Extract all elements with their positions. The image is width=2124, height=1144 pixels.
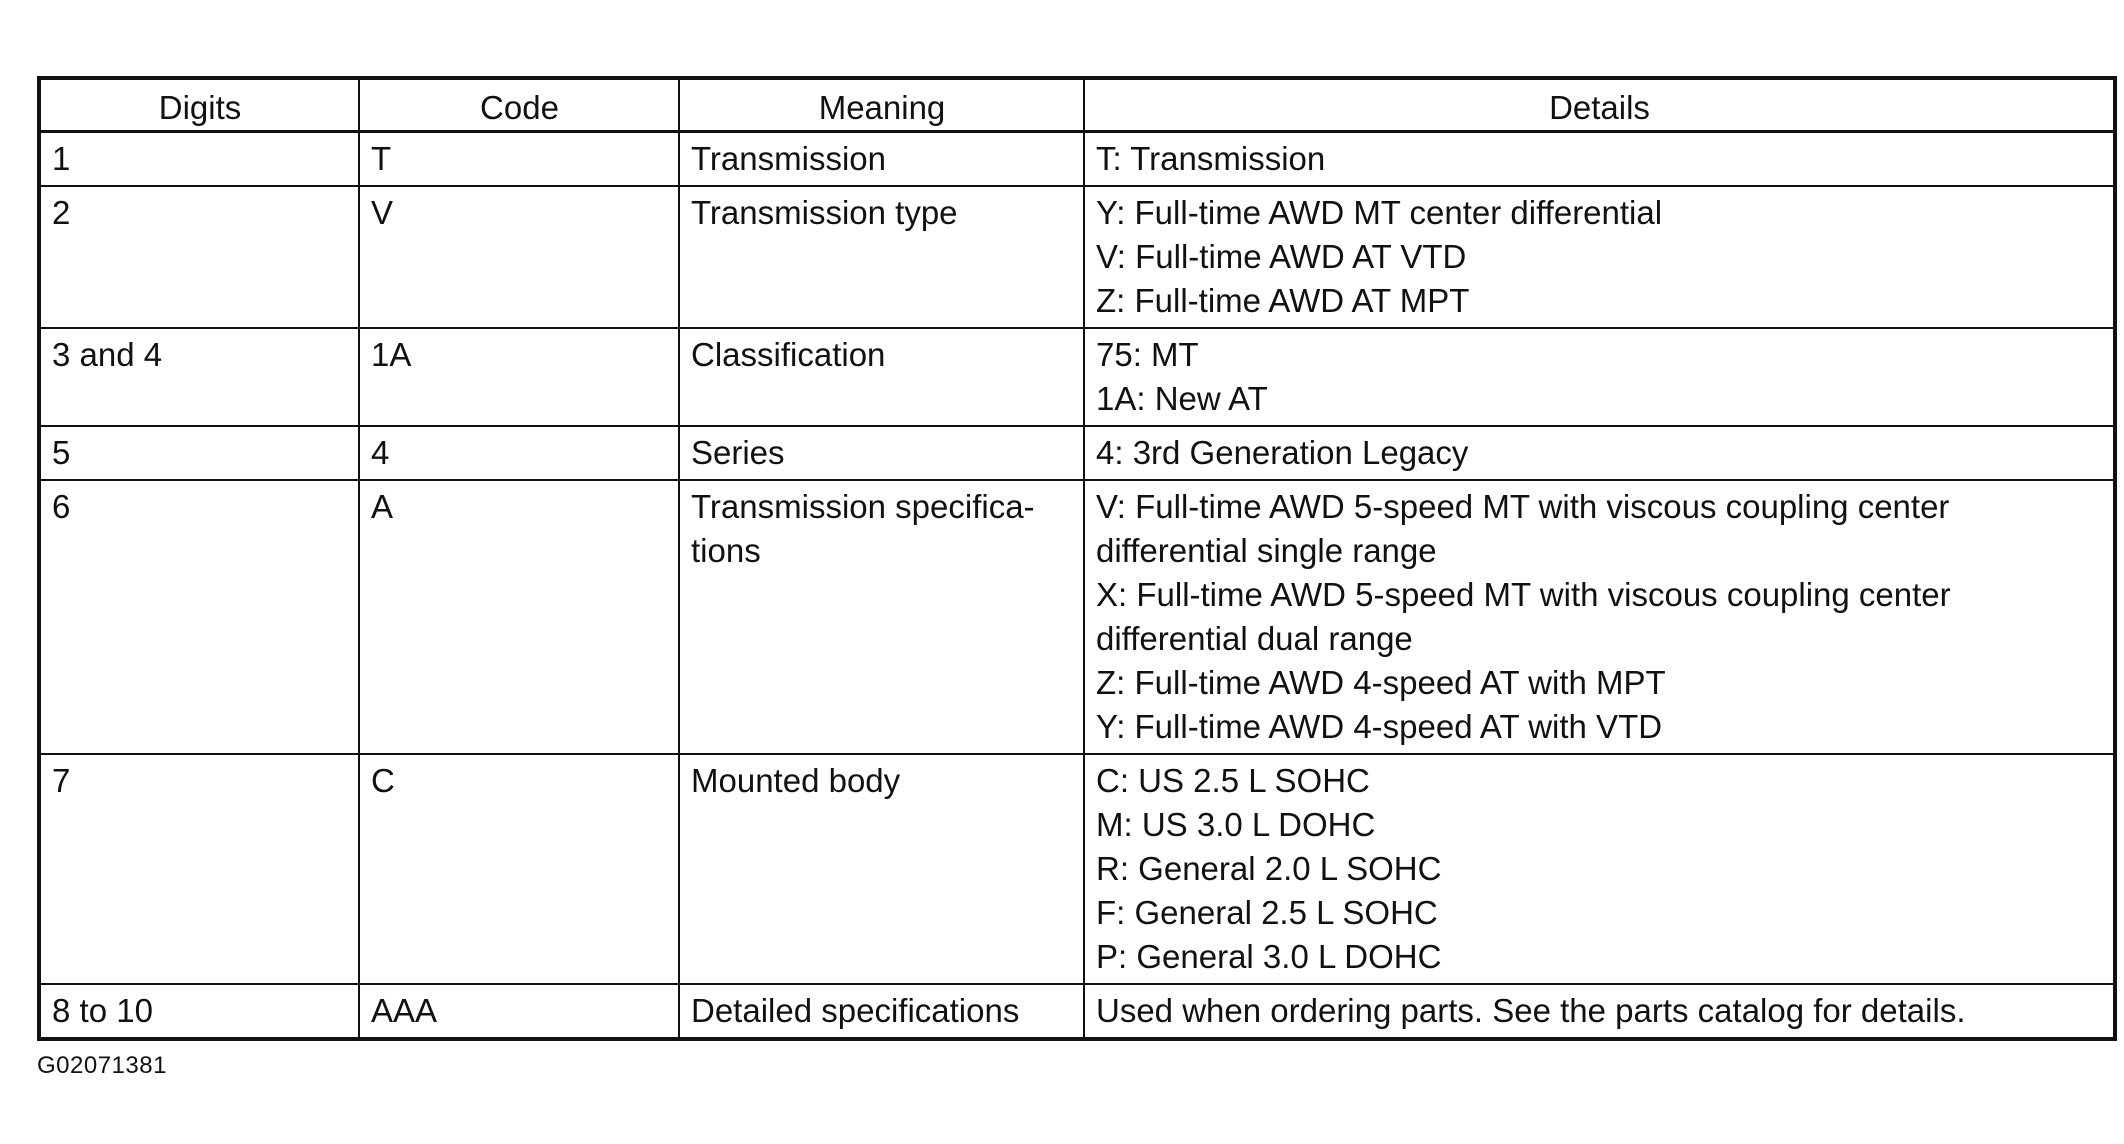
details-line: Z: Full-time AWD AT MPT xyxy=(1096,282,1470,319)
code-cell: AAA xyxy=(359,984,679,1039)
table-row xyxy=(39,754,2115,984)
details-line: Y: Full-time AWD MT center differential xyxy=(1096,194,1663,231)
meaning-line-1: Transmission specifica- xyxy=(691,488,1035,525)
meaning-cell: Detailed specifications xyxy=(679,984,1084,1039)
table-header-row xyxy=(39,78,2115,132)
details-line: R: General 2.0 L SOHC xyxy=(1096,850,1442,887)
details-cell xyxy=(1084,132,2115,187)
details-line: Z: Full-time AWD 4-speed AT with MPT xyxy=(1096,664,1666,701)
code-cell: V xyxy=(359,186,679,328)
code-cell: A xyxy=(359,480,679,754)
table-row xyxy=(39,132,2115,187)
details-line: P: General 3.0 L DOHC xyxy=(1096,938,1442,975)
digits-cell: 3 and 4 xyxy=(39,328,359,426)
details-cell xyxy=(1084,426,2115,480)
meaning-cell: Transmission type xyxy=(679,186,1084,328)
digits-cell: 1 xyxy=(39,132,359,187)
meaning-cell: Series xyxy=(679,426,1084,480)
code-cell: 4 xyxy=(359,426,679,480)
details-cell xyxy=(1084,328,2115,426)
code-cell: T xyxy=(359,132,679,187)
table-row xyxy=(39,480,2115,754)
table-row xyxy=(39,426,2115,480)
table-row xyxy=(39,186,2115,328)
meaning-cell: Classification xyxy=(679,328,1084,426)
details-line: V: Full-time AWD AT VTD xyxy=(1096,238,1467,275)
digits-cell: 7 xyxy=(39,754,359,984)
transmission-code-table xyxy=(37,76,2117,1041)
header-details: Details xyxy=(1084,78,2115,132)
details-line: C: US 2.5 L SOHC xyxy=(1096,762,1370,799)
header-digits: Digits xyxy=(39,78,359,132)
details-line: V: Full-time AWD 5-speed MT with viscous coupling center differential single range xyxy=(1096,488,1950,569)
details-cell xyxy=(1084,984,2115,1039)
details-line: 1A: New AT xyxy=(1096,380,1268,417)
details-line: 75: MT xyxy=(1096,336,1199,373)
details-line: Y: Full-time AWD 4-speed AT with VTD xyxy=(1096,708,1663,745)
code-cell: 1A xyxy=(359,328,679,426)
details-cell xyxy=(1084,754,2115,984)
meaning-cell: Transmission xyxy=(679,132,1084,187)
details-cell xyxy=(1084,186,2115,328)
meaning-cell: Mounted body xyxy=(679,754,1084,984)
table-row xyxy=(39,328,2115,426)
digits-cell: 6 xyxy=(39,480,359,754)
header-code: Code xyxy=(359,78,679,132)
digits-cell: 2 xyxy=(39,186,359,328)
details-cell xyxy=(1084,480,2115,754)
table-row xyxy=(39,984,2115,1039)
details-line: M: US 3.0 L DOHC xyxy=(1096,806,1376,843)
code-cell: C xyxy=(359,754,679,984)
meaning-line-2: tions xyxy=(691,532,761,569)
digits-cell: 8 to 10 xyxy=(39,984,359,1039)
meaning-cell xyxy=(679,480,1084,754)
digits-cell: 5 xyxy=(39,426,359,480)
details-line: Used when ordering parts. See the parts catalog for details. xyxy=(1096,992,1966,1029)
details-line: F: General 2.5 L SOHC xyxy=(1096,894,1438,931)
figure-id-label: G02071381 xyxy=(37,1052,167,1079)
details-line: X: Full-time AWD 5-speed MT with viscous coupling center differential dual range xyxy=(1096,576,1951,657)
details-line: T: Transmission xyxy=(1096,140,1326,177)
details-line: 4: 3rd Generation Legacy xyxy=(1096,434,1469,471)
header-meaning: Meaning xyxy=(679,78,1084,132)
